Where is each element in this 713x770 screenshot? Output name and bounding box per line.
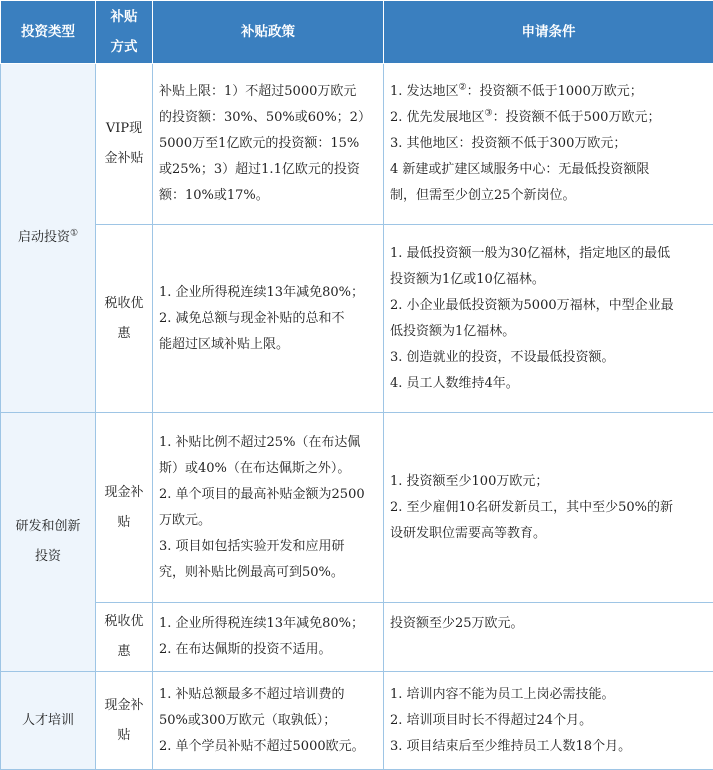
policy-cell: 1. 补贴比例不超过25%（在布达佩 斯）或40%（在布达佩斯之外）。 2. 单个项目的最高补贴金额为2500 万欧元。 3. 项目如包括实验开发和应用研 究，则补贴比例最高可到50%。: [153, 413, 384, 603]
category-label: 研发和创新投资: [10, 512, 86, 572]
table-header-row: [1, 1, 713, 64]
conditions-cell: 1. 最低投资额一般为30亿福林，指定地区的最低 投资额为1亿或10亿福林。 2. 小企业最低投资额为5000万福林，中型企业最 低投资额为1亿福林。 3. 创造就业的投资，不设最低投资额。 4. 员工人数维持4年。: [384, 225, 713, 413]
category-label: 启动投资: [18, 230, 70, 245]
footnote-marker: ①: [70, 229, 78, 239]
header-category: 投资类型: [1, 1, 96, 64]
table-row: [1, 603, 713, 672]
conditions-cell: 1. 发达地区②：投资额不低于1000万欧元； 2. 优先发展地区③：投资额不低于500万欧元； 3. 其他地区：投资额不低于300万欧元； 4 新建或扩建区域服务中心：无最低投资额限 制，但需至少创立25个新岗位。: [384, 64, 713, 225]
method-cell: VIP现金补贴: [96, 64, 153, 225]
table-row: [1, 672, 713, 770]
table-row: [1, 225, 713, 413]
policy-cell: 1. 补贴总额最多不超过培训费的 50%或300万欧元（取孰低）； 2. 单个学员补贴不超过5000欧元。: [153, 672, 384, 770]
category-cell: [1, 413, 96, 672]
table-row: [1, 64, 713, 225]
table-row: [1, 413, 713, 603]
method-cell: 现金补贴: [96, 413, 153, 603]
header-method: 补贴方式: [96, 1, 153, 64]
category-label: 人才培训: [22, 713, 74, 728]
header-policy: 补贴政策: [153, 1, 384, 64]
category-cell: [1, 672, 96, 770]
conditions-cell: 1. 投资额至少100万欧元； 2. 至少雇佣10名研发新员工，其中至少50%的新 设研发职位需要高等教育。: [384, 413, 713, 603]
policy-cell: 1. 企业所得税连续13年减免80%； 2. 减免总额与现金补贴的总和不 能超过区域补贴上限。: [153, 225, 384, 413]
method-cell: 现金补贴: [96, 672, 153, 770]
conditions-cell: 1. 培训内容不能为员工上岗必需技能。 2. 培训项目时长不得超过24个月。 3. 项目结束后至少维持员工人数18个月。: [384, 672, 713, 770]
method-cell: 税收优惠: [96, 225, 153, 413]
policy-cell: 1. 企业所得税连续13年减免80%； 2. 在布达佩斯的投资不适用。: [153, 603, 384, 672]
category-cell: [1, 64, 96, 413]
method-cell: 税收优惠: [96, 603, 153, 672]
conditions-cell: 投资额至少25万欧元。: [384, 603, 713, 672]
footnote-marker: ②: [459, 83, 467, 93]
policy-cell: 补贴上限：1）不超过5000万欧元 的投资额：30%、50%或60%；2） 5000万至1亿欧元的投资额：15% 或25%；3）超过1.1亿欧元的投资 额：10%或17%。: [153, 64, 384, 225]
footnote-marker: ③: [485, 109, 493, 119]
header-conditions: 申请条件: [384, 1, 713, 64]
